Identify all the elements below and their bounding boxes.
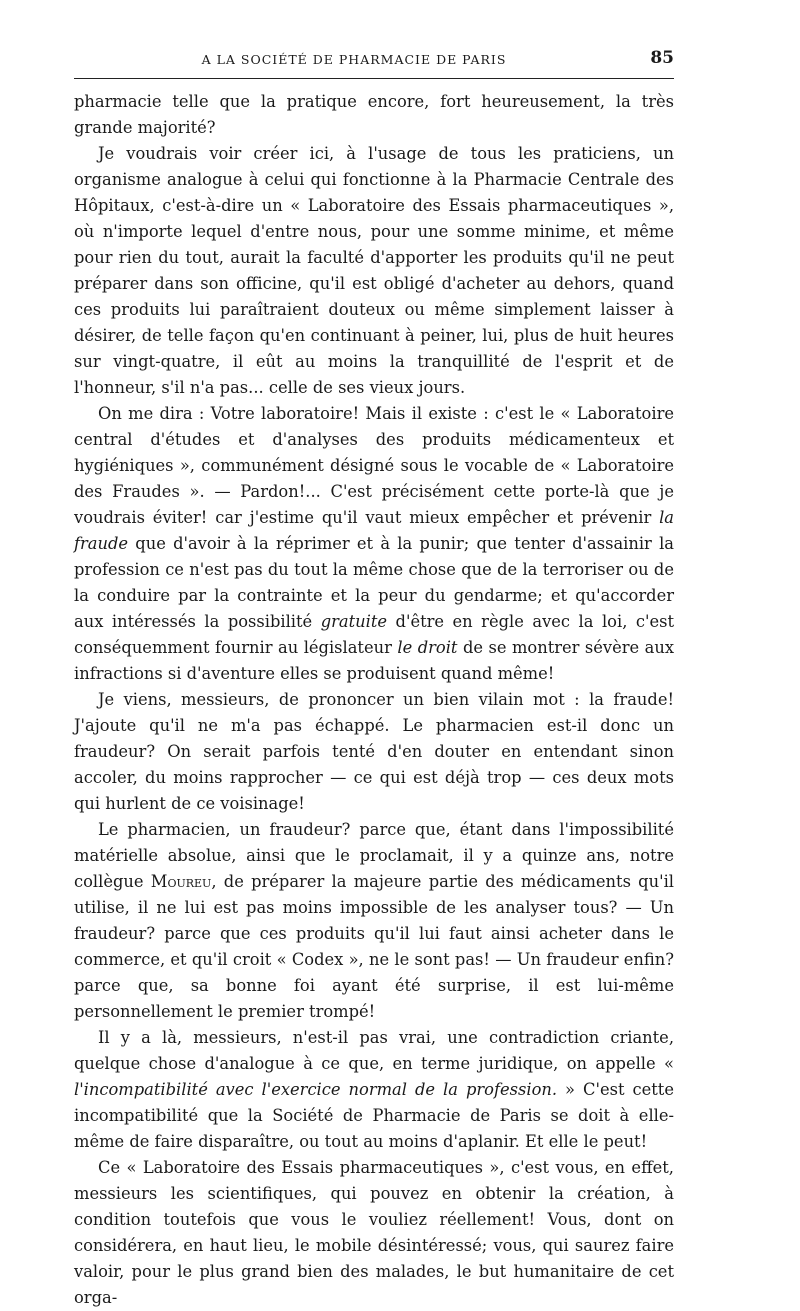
p3-text-a: On me dira : Votre laboratoire! Mais il existe : c'est le « Laboratoire central d'études et d'analyses des produits médicamenteux et hygiéniques », communément désigné sous le vocable de « Laboratoire des Fraudes ». — Pardon!... C'est précisément cette porte-là que je voudrais éviter! car j'estime qu'il vaut mieux empêcher et prévenir: [74, 404, 674, 527]
p6-text-a: Il y a là, messieurs, n'est-il pas vrai, une contradiction criante, quelque chose d'analogue à ce que, en terme juridique, on appelle «: [74, 1028, 674, 1073]
p3-italic-le-droit: le droit: [397, 638, 458, 657]
p3-italic-gratuite: gratuite: [320, 612, 388, 631]
paragraph-3: [74, 401, 674, 687]
paragraph-1: pharmacie telle que la pratique encore, fort heureusement, la très grande majorité?: [74, 92, 674, 137]
p3-text-c: que d'avoir à la réprimer et à la punir; que tenter d'assainir la profession ce n'est pas du tout la même chose que de la terroriser ou de la conduire par la contrainte et la peur du gendarme; et qu'accorder aux intéressés la possibilité: [74, 534, 674, 631]
p5-text-c: , de préparer la majeure partie des médicaments qu'il utilise, il ne lui est pas moins impossible de les analyser tous? — Un fraudeur? parce que ces produits qu'il lui faut ainsi acheter dans le commerce, et qu'il croit « Codex », ne le sont pas! — Un fraudeur enfin? parce que, sa bonne foi ayant été surprise, il est lui-même personnellement le premier trompé!: [74, 872, 674, 1021]
p5-name-moureu: Moureu: [150, 872, 212, 891]
p3-text-e: d'être en règle avec la loi, c'est conséquemment fournir au législateur: [74, 612, 675, 657]
body-text: [74, 89, 674, 1311]
paragraph-2: Je voudrais voir créer ici, à l'usage de tous les praticiens, un organisme analogue à celui qui fonctionne à la Pharmacie Centrale des Hôpitaux, c'est-à-dire un « Laboratoire des Essais pharmaceutiques », où n'importe lequel d'entre nous, pour une somme minime, et même pour rien du tout, aurait la faculté d'apporter les produits qu'il ne peut préparer dans son officine, qu'il est obligé d'acheter au dehors, quand ces produits lui paraîtraient douteux ou même simplement laisser à désirer, de telle façon qu'en continuant à peiner, lui, plus de huit heures sur vingt-quatre, il eût au moins la tranquillité de l'esprit et de l'honneur, s'il n'a pas... celle de ses vieux jours.: [74, 144, 674, 397]
page-number: 85: [650, 48, 674, 68]
paragraph-7: Ce « Laboratoire des Essais pharmaceutiques », c'est vous, en effet, messieurs les scientifiques, qui pouvez en obtenir la création, à condition toutefois que vous le vouliez réellement! Vous, dont on considérera, en haut lieu, le mobile désintéressé; vous, qui saurez faire valoir, pour le plus grand bien des malades, le but humanitaire de cet orga-: [74, 1158, 674, 1307]
p6-italic-quote: l'incompatibilité avec l'exercice normal de la profession.: [74, 1080, 558, 1099]
page-header: [74, 48, 674, 79]
paragraph-6: [74, 1025, 674, 1155]
p3-text-g: de se montrer sévère aux infractions si d'aventure elles se produisent quand même!: [74, 638, 675, 683]
paragraph-5: [74, 817, 674, 1025]
p5-text-a: Le pharmacien, un fraudeur? parce que, étant dans l'impossibilité matérielle absolue, ainsi que le proclamait, il y a quinze ans, notre collègue: [74, 820, 674, 891]
p6-text-c: » C'est cette incompatibilité que la Société de Pharmacie de Paris se doit à elle-même de faire disparaître, ou tout au moins d'aplanir. Et elle le peut!: [74, 1080, 674, 1151]
running-title: A LA SOCIÉTÉ DE PHARMACIE DE PARIS: [201, 52, 507, 67]
page: [74, 48, 674, 1311]
paragraph-4: Je viens, messieurs, de prononcer un bien vilain mot : la fraude! J'ajoute qu'il ne m'a pas échappé. Le pharmacien est-il donc un fraudeur? On serait parfois tenté d'en douter en entendant sinon accoler, du moins rapprocher — ce qui est déjà trop — ces deux mots qui hurlent de ce voisinage!: [74, 690, 674, 813]
p3-italic-la-fraude: la fraude: [74, 508, 674, 553]
